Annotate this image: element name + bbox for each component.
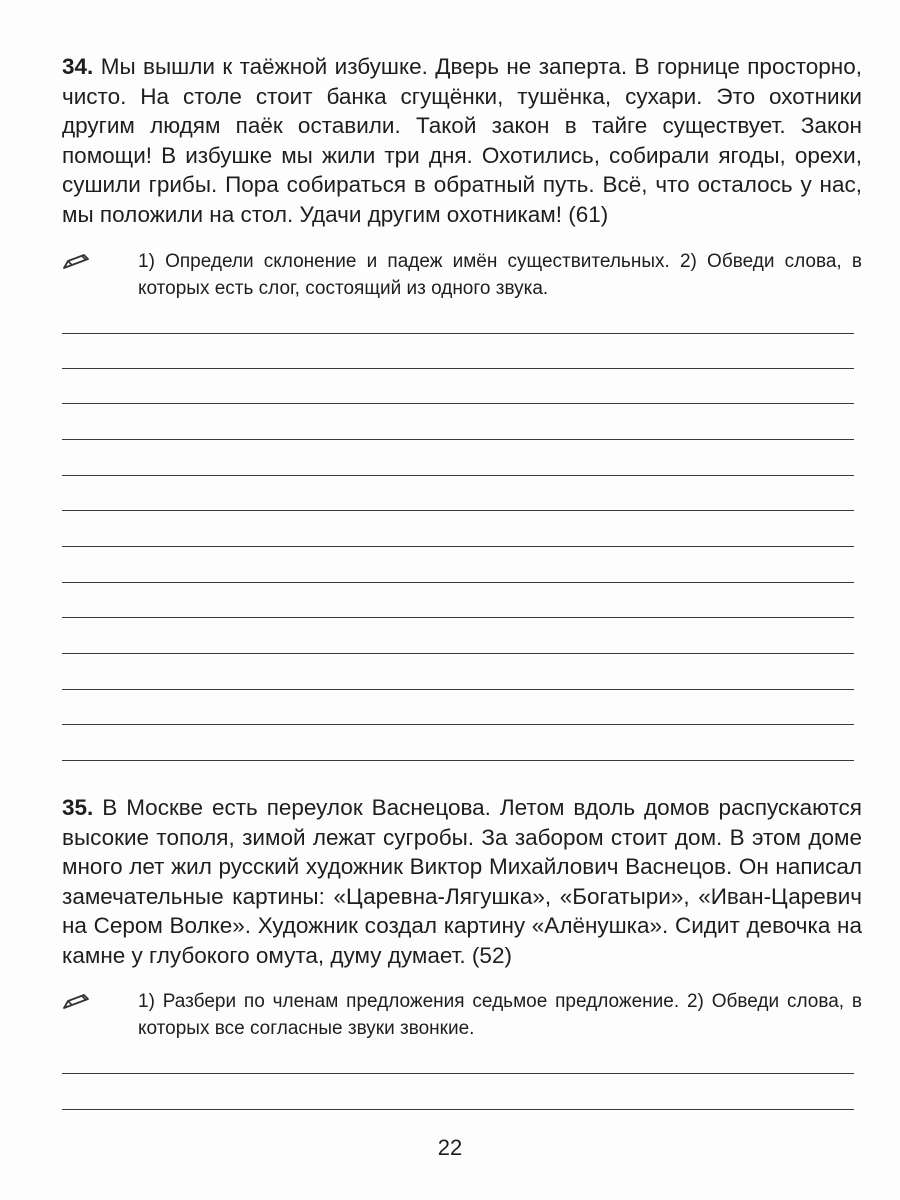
writing-line (62, 368, 854, 369)
pencil-icon (62, 252, 90, 272)
pencil-icon (62, 992, 90, 1012)
writing-line (62, 653, 854, 654)
writing-line (62, 333, 854, 334)
writing-line (62, 1073, 854, 1074)
writing-line (62, 510, 854, 511)
writing-line (62, 760, 854, 761)
exercise-34-body: Мы вышли к таёжной избушке. Дверь не заперта. В горнице просторно, чисто. На столе стоит банка сгущёнки, тушёнка, сухари. Это охотники другим людям паёк оставили. Такой закон в тайге существует. Закон помощи! В избушке мы жили три дня. Охотились, собирали ягоды, орехи, сушили грибы. Пора собираться в обратный путь. Всё, что осталось у нас, мы положили на стол. Удачи другим охотникам! (61) (62, 54, 862, 227)
writing-line (62, 689, 854, 690)
writing-line (62, 546, 854, 547)
writing-line (62, 1109, 854, 1110)
exercise-34-number: 34. (62, 54, 94, 79)
exercise-34-task (62, 248, 862, 302)
writing-line (62, 403, 854, 404)
exercise-35-task-text: 1) Разбери по членам предложения седьмое предложение. 2) Обведи слова, в которых все согласные звуки звонкие. (138, 991, 862, 1039)
exercise-35-body: В Москве есть переулок Васнецова. Летом вдоль домов распускаются высокие тополя, зимой лежат сугробы. За забором стоит дом. В этом доме много лет жил русский художник Виктор Михайлович Васнецов. Он написал замечательные картины: «Царевна-Лягушка», «Богатыри», «Иван-Царевич на Сером Волке». Художник создал картину «Алёнушка». Сидит девочка на камне у глубокого омута, думу думает. (52) (62, 795, 862, 968)
writing-line (62, 724, 854, 725)
writing-line (62, 439, 854, 440)
exercise-35-number: 35. (62, 795, 94, 820)
exercise-34-task-text: 1) Определи склонение и падеж имён существительных. 2) Обведи слова, в которых есть слог, состоящий из одного звука. (138, 251, 862, 299)
exercise-35-task (62, 988, 862, 1042)
writing-line (62, 582, 854, 583)
writing-line (62, 475, 854, 476)
writing-line (62, 617, 854, 618)
exercise-35-text (62, 793, 862, 970)
page-number: 22 (437, 1135, 463, 1160)
exercise-34-text (62, 52, 862, 229)
